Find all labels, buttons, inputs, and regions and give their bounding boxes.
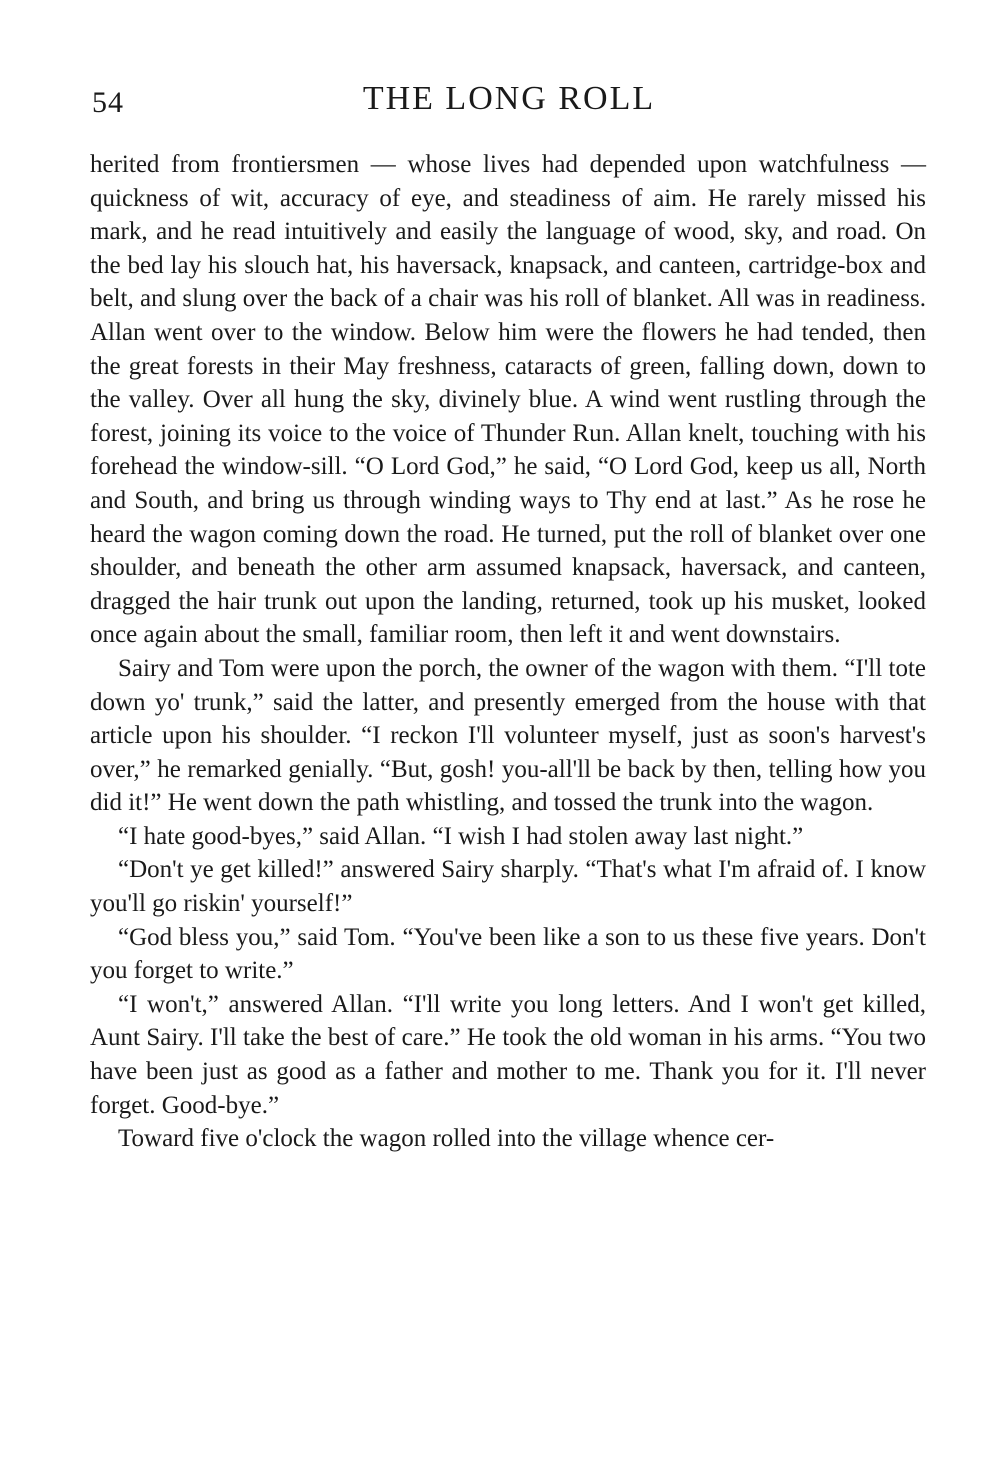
paragraph: “I hate good-byes,” said Allan. “I wish I had stolen away last night.” bbox=[118, 822, 804, 850]
paragraph: “I won't,” answered Allan. “I'll write you long letters. And I won't get killed, Aunt Sairy. I'll take the best of care.” He took the old woman in his arms. “You two have been just as good as a father and mother to me. Thank you for it. I'll never forget. Good-bye.” bbox=[90, 990, 926, 1119]
paragraph: herited from frontiersmen — whose lives had depended upon watchfulness — quickness of wit, accuracy of eye, and steadiness of aim. He rarely missed his mark, and he read intuitively and easily the language of wood, sky, and road. On the bed lay his slouch hat, his haversack, knapsack, and canteen, cartridge-box and belt, and slung over the back of a chair was his roll of blanket. All was in readiness. Allan went over to the window. Below him were the flowers he had tended, then the great forests in their May freshness, cataracts of green, falling down, down to the valley. Over all hung the sky, divinely blue. A wind went rustling through the forest, joining its voice to the voice of Thunder Run. Allan knelt, touching with his forehead the window-sill. “O Lord God,” he said, “O Lord God, keep us all, North and South, and bring us through winding ways to Thy end at last.” As he rose he heard the wagon coming down the road. He turned, put the roll of blanket over one shoulder, and beneath the other arm assumed knapsack, haversack, and canteen, dragged the hair trunk out upon the landing, returned, took up his musket, looked once again about the small, familiar room, then left it and went downstairs. bbox=[90, 151, 926, 649]
paragraph: “God bless you,” said Tom. “You've been like a son to us these five years. Don't you forget to write.” bbox=[90, 923, 926, 985]
running-title: THE LONG ROLL bbox=[362, 80, 656, 117]
paragraph: “Don't ye get killed!” answered Sairy sharply. “That's what I'm afraid of. I know you'll go riskin' yourself!” bbox=[90, 856, 926, 918]
page-header bbox=[92, 80, 926, 130]
paragraph: Toward five o'clock the wagon rolled into the village whence cer- bbox=[118, 1125, 775, 1153]
paragraph: Sairy and Tom were upon the porch, the owner of the wagon with them. “I'll tote down yo' trunk,” said the latter, and presently emerged from the house with that article upon his shoulder. “I reckon I'll volunteer myself, just as soon's harvest's over,” he remarked genially. “But, gosh! you-all'll be back by then, telling how you did it!” He went down the path whistling, and tossed the trunk into the wagon. bbox=[90, 654, 926, 817]
page-number: 54 bbox=[92, 86, 124, 119]
body-text bbox=[90, 148, 926, 1156]
